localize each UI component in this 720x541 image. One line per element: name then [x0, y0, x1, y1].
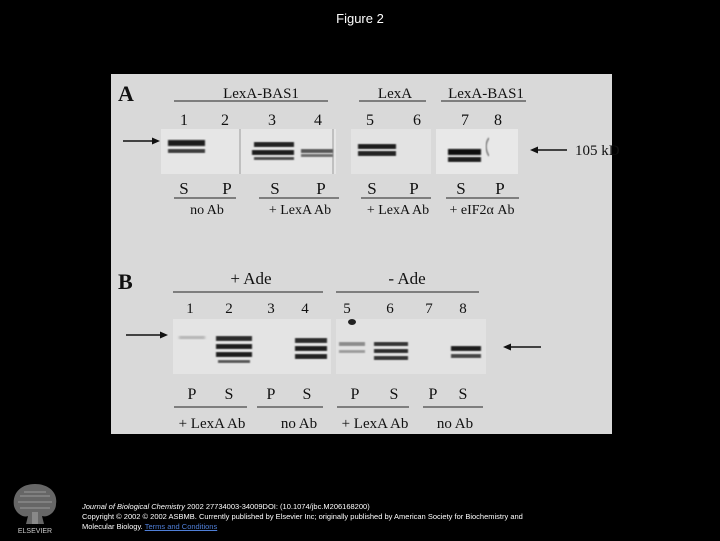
band [358, 151, 396, 156]
band [448, 149, 481, 155]
band [168, 149, 205, 153]
band [295, 338, 327, 343]
band [216, 344, 252, 349]
band [339, 342, 365, 346]
band [448, 157, 481, 162]
fraction-label: S [367, 179, 377, 198]
lane-number: 4 [314, 112, 322, 129]
panel-b-blot [173, 319, 486, 374]
band [301, 149, 333, 153]
band [216, 336, 252, 341]
size-marker: 105 kD [575, 143, 620, 159]
band [374, 356, 408, 360]
panel-a-group-labels [223, 86, 524, 102]
terms-link[interactable]: Terms and Conditions [144, 522, 218, 531]
panel-b-lane-numbers [186, 301, 467, 317]
journal-name: Journal of Biological Chemistry [82, 502, 185, 511]
fraction-label: P [266, 386, 276, 403]
treatment-label: no Ab [190, 203, 224, 218]
copyright-text: Copyright © 2002 © 2002 ASBMB. Currently published by Elsevier Inc; originally published by American Society for Biochemistry and Molecular Biology. [82, 512, 523, 531]
treatment-label: no Ab [280, 416, 318, 432]
lane-number: 3 [267, 301, 275, 317]
treatment-label: + LexA Ab [268, 203, 332, 218]
panel-b-letter: B [118, 269, 133, 294]
band [451, 354, 481, 358]
band [295, 346, 327, 351]
lane-number: 2 [225, 301, 233, 317]
fraction-label: P [350, 386, 360, 403]
citation [82, 502, 542, 532]
treatment-label: + eIF2α Ab [449, 203, 515, 218]
fraction-label: P [428, 386, 438, 403]
lane-number: 3 [268, 112, 276, 129]
fraction-label: S [224, 386, 234, 403]
band [295, 354, 327, 359]
band [254, 142, 294, 147]
lane-number: 7 [461, 112, 469, 129]
band [218, 360, 250, 363]
right-arrow-icon [530, 147, 567, 154]
band [451, 346, 481, 351]
group-label-lexa-bas1: LexA-BAS1 [223, 86, 299, 102]
lane-number: 8 [494, 112, 502, 129]
lane-number: 4 [301, 301, 309, 317]
fraction-label: P [222, 179, 232, 198]
fraction-label: P [409, 179, 419, 198]
band [254, 157, 294, 160]
panel-a-letter: A [118, 81, 134, 106]
right-arrow-icon [503, 344, 541, 351]
figure-panel [111, 74, 620, 434]
group-label-lexa: LexA [377, 86, 413, 102]
band [339, 350, 365, 353]
fraction-label: S [456, 179, 466, 198]
treatment-label: + LexA Ab [178, 416, 246, 432]
left-arrow-icon [123, 138, 160, 145]
panel-a-lane-numbers [180, 112, 502, 129]
fraction-label: S [458, 386, 468, 403]
lane-number: 1 [186, 301, 194, 317]
left-arrow-icon [126, 332, 168, 339]
lane-number: 6 [386, 301, 394, 317]
band [216, 352, 252, 357]
lane-number: 5 [343, 301, 351, 317]
band [301, 154, 333, 157]
lane-number: 7 [425, 301, 433, 317]
fraction-label: S [302, 386, 312, 403]
treatment-label: + LexA Ab [366, 203, 430, 218]
lane-number: 6 [413, 112, 421, 129]
treatment-label: no Ab [436, 416, 474, 432]
band [252, 150, 294, 155]
fraction-label: S [179, 179, 189, 198]
figure-title: Figure 2 [336, 11, 384, 26]
lane-number: 5 [366, 112, 374, 129]
band [168, 140, 205, 146]
group-label-lexa-bas1-2: LexA-BAS1 [448, 86, 524, 102]
fraction-label: S [270, 179, 280, 198]
panel-a-treatments [190, 203, 514, 218]
elsevier-logo [6, 478, 64, 536]
band [179, 336, 205, 339]
group-label-plus-ade: + Ade [230, 269, 272, 288]
citation-details: 2002 27734003-34009DOI: (10.1074/jbc.M206168200) [184, 502, 370, 511]
fraction-label: P [187, 386, 197, 403]
band [358, 144, 396, 149]
panel-a-blot [161, 129, 518, 174]
panel-b-group-labels [230, 269, 425, 288]
fraction-label: P [316, 179, 326, 198]
fraction-label: S [389, 386, 399, 403]
panel-b-fractions [188, 386, 468, 403]
panel-b-treatments [179, 416, 474, 432]
lane-number: 2 [221, 112, 229, 129]
band [374, 349, 408, 353]
fraction-label: P [495, 179, 505, 198]
lane-number: 8 [459, 301, 467, 317]
elsevier-wordmark: ELSEVIER [17, 528, 53, 535]
group-label-minus-ade: - Ade [388, 269, 426, 288]
treatment-label: + LexA Ab [341, 416, 409, 432]
panel-a-fractions [179, 179, 504, 198]
band [374, 342, 408, 346]
lane-number: 1 [180, 112, 188, 129]
